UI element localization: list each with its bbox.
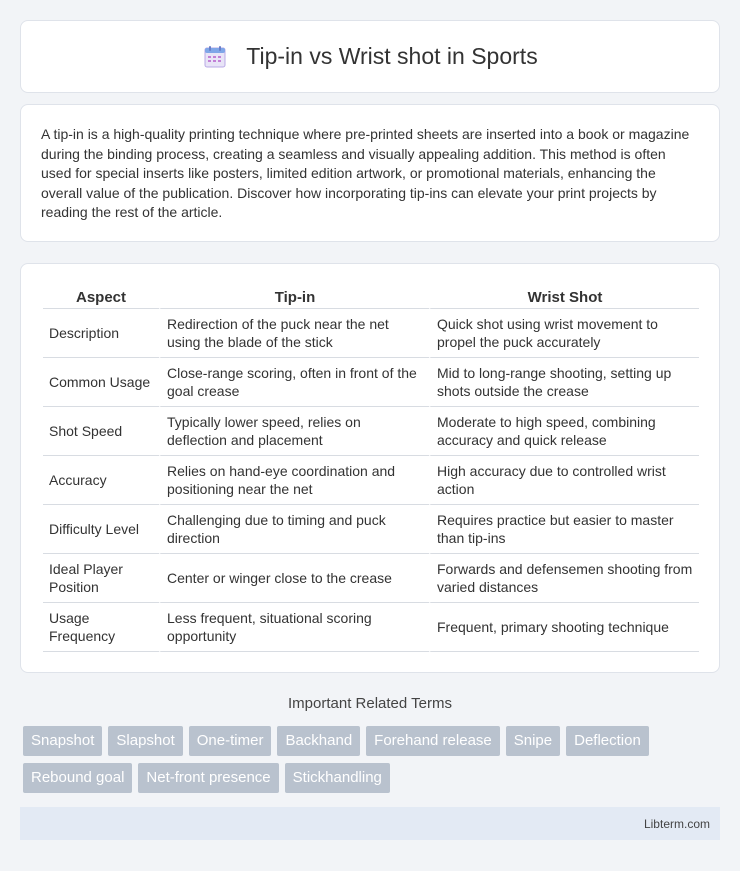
table-row <box>43 603 699 652</box>
table-row <box>43 358 699 407</box>
table-row <box>43 407 699 456</box>
tag-backhand[interactable]: Backhand <box>277 726 360 756</box>
tag-net-front-presence[interactable]: Net-front presence <box>138 763 278 793</box>
cell-tip-in: Less frequent, situational scoring opportunity <box>159 603 429 652</box>
comparison-table <box>43 286 699 652</box>
tag-one-timer[interactable]: One-timer <box>189 726 272 756</box>
footer-site-link[interactable]: Libterm.com <box>643 816 710 831</box>
cell-wrist-shot: Forwards and defensemen shooting from varied distances <box>429 554 699 603</box>
tag-slapshot[interactable]: Slapshot <box>108 726 182 756</box>
page-title: Tip-in vs Wrist shot in Sports <box>246 43 538 69</box>
cell-aspect: Ideal Player Position <box>43 554 159 603</box>
header-tip-in: Tip-in <box>159 286 429 309</box>
comparison-table-card <box>20 263 720 673</box>
cell-wrist-shot: Moderate to high speed, combining accuracy and quick release <box>429 407 699 456</box>
cell-aspect: Common Usage <box>43 358 159 407</box>
cell-tip-in: Challenging due to timing and puck direction <box>159 505 429 554</box>
table-row <box>43 554 699 603</box>
table-row <box>43 456 699 505</box>
cell-tip-in: Center or winger close to the crease <box>159 554 429 603</box>
related-terms-title: Important Related Terms <box>288 695 452 712</box>
table-header-row <box>43 286 699 309</box>
cell-aspect: Shot Speed <box>43 407 159 456</box>
tag-forehand-release[interactable]: Forehand release <box>366 726 500 756</box>
title-card <box>20 20 720 93</box>
cell-tip-in: Redirection of the puck near the net using the blade of the stick <box>159 309 429 358</box>
tag-deflection[interactable]: Deflection <box>566 726 649 756</box>
cell-tip-in: Typically lower speed, relies on deflection and placement <box>159 407 429 456</box>
table-row <box>43 505 699 554</box>
cell-aspect: Accuracy <box>43 456 159 505</box>
cell-tip-in: Close-range scoring, often in front of the goal crease <box>159 358 429 407</box>
cell-aspect: Difficulty Level <box>43 505 159 554</box>
tag-snipe[interactable]: Snipe <box>506 726 560 756</box>
tag-snapshot[interactable]: Snapshot <box>23 726 102 756</box>
cell-wrist-shot: Requires practice but easier to master than tip-ins <box>429 505 699 554</box>
calendar-icon <box>202 44 228 70</box>
header-aspect: Aspect <box>43 286 159 309</box>
intro-text: A tip-in is a high-quality printing technique where pre-printed sheets are inserted into a book or magazine during the binding process, creating a seamless and visually appealing addition. This method is often used for special inserts like posters, limited edition artwork, or promotional materials, enhancing the overall value of the publication. Discover how incorporating tip-ins can elevate your print projects by reading the rest of the article. <box>41 126 690 220</box>
cell-wrist-shot: High accuracy due to controlled wrist action <box>429 456 699 505</box>
intro-card <box>20 104 720 242</box>
cell-aspect: Usage Frequency <box>43 603 159 652</box>
table-row <box>43 309 699 358</box>
related-terms-list <box>23 726 723 793</box>
cell-aspect: Description <box>43 309 159 358</box>
cell-wrist-shot: Quick shot using wrist movement to propel the puck accurately <box>429 309 699 358</box>
cell-wrist-shot: Mid to long-range shooting, setting up shots outside the crease <box>429 358 699 407</box>
header-wrist-shot: Wrist Shot <box>429 286 699 309</box>
cell-wrist-shot: Frequent, primary shooting technique <box>429 603 699 652</box>
cell-tip-in: Relies on hand-eye coordination and positioning near the net <box>159 456 429 505</box>
tag-rebound-goal[interactable]: Rebound goal <box>23 763 132 793</box>
footer <box>20 807 720 840</box>
tag-stickhandling[interactable]: Stickhandling <box>285 763 390 793</box>
